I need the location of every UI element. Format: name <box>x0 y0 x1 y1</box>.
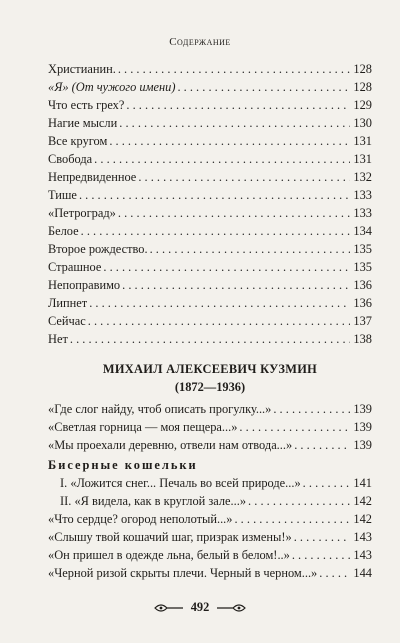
toc-entry-page: 132 <box>353 170 372 184</box>
toc-entry-page: 143 <box>353 548 372 562</box>
section-title: Бисерные кошельки <box>48 458 198 472</box>
toc-entry-title: Непредвиденное <box>48 170 137 184</box>
author-years: (1872—1936) <box>174 380 246 394</box>
author-name: МИХАИЛ АЛЕКСЕЕВИЧ КУЗМИН <box>102 362 318 376</box>
toc-entry-page: 130 <box>353 116 372 130</box>
toc-entry-page: 135 <box>353 242 372 256</box>
toc-leader-dots <box>150 240 350 258</box>
toc-entry <box>48 222 372 240</box>
toc-entry-page: 136 <box>353 278 372 292</box>
toc-group-b <box>48 400 372 454</box>
toc-entry <box>48 240 372 258</box>
toc-entry-title: Тише <box>48 188 77 202</box>
toc-entry <box>48 132 372 150</box>
toc-leader-dots <box>109 132 350 150</box>
toc-entry-page: 129 <box>353 98 372 112</box>
toc-entry-page: 133 <box>353 188 372 202</box>
toc-entry-title: «Где слог найду, чтоб описать прогулку...» <box>48 402 272 416</box>
toc-leader-dots <box>79 186 350 204</box>
toc-entry-title: Свобода <box>48 152 93 166</box>
toc-leader-dots <box>81 222 350 240</box>
toc-entry-page: 133 <box>353 206 372 220</box>
ornament-left-icon <box>153 602 185 614</box>
toc-entry-page: 136 <box>353 296 372 310</box>
toc-entry-page: 131 <box>353 134 372 148</box>
toc-entry-page: 139 <box>353 438 372 452</box>
toc-entry <box>48 312 372 330</box>
toc-leader-dots <box>126 96 350 114</box>
toc-entry-title: «Слышу твой кошачий шаг, призрак измены!» <box>48 530 292 544</box>
toc-group-c <box>48 474 372 582</box>
toc-leader-dots <box>234 510 350 528</box>
toc-leader-dots <box>94 150 350 168</box>
toc-entry-title: Страшное <box>48 260 102 274</box>
toc-entry <box>48 510 372 528</box>
toc-entry <box>48 474 372 492</box>
toc-entry-page: 128 <box>353 62 372 76</box>
toc-entry <box>48 400 372 418</box>
toc-entry-title: Второе рождество. <box>48 242 148 256</box>
toc-entry-title: Белое <box>48 224 79 238</box>
toc-entry <box>48 204 372 222</box>
toc-entry-title: II. «Я видела, как в круглой зале...» <box>60 494 247 508</box>
toc-entry <box>48 168 372 186</box>
toc-entry-title: Сейчас <box>48 314 86 328</box>
toc-entry-title: Нагие мысли <box>48 116 118 130</box>
toc-entry-page: 137 <box>353 314 372 328</box>
toc-entry-title: «Петроград» <box>48 206 116 220</box>
toc-leader-dots <box>119 114 350 132</box>
toc-entry-title: «Я» (От чужого имени) <box>48 80 176 94</box>
ornament-right-icon <box>215 602 247 614</box>
toc-leader-dots <box>70 330 350 348</box>
toc-entry <box>48 186 372 204</box>
toc-group-a <box>48 60 372 348</box>
toc-entry-title: «Он пришел в одежде льна, белый в белом!..» <box>48 548 290 562</box>
toc-entry <box>48 418 372 436</box>
toc-entry <box>48 294 372 312</box>
toc-leader-dots <box>118 60 350 78</box>
toc-leader-dots <box>122 276 350 294</box>
toc-entry <box>48 96 372 114</box>
toc-entry-page: 139 <box>353 420 372 434</box>
toc-entry-page: 138 <box>353 332 372 346</box>
toc-entry-page: 135 <box>353 260 372 274</box>
toc-entry-title: «Светлая горница — моя пещера...» <box>48 420 238 434</box>
toc-entry <box>48 258 372 276</box>
toc-leader-dots <box>118 204 350 222</box>
toc-leader-dots <box>292 546 350 564</box>
toc-entry <box>48 436 372 454</box>
toc-entry-page: 139 <box>353 402 372 416</box>
table-of-contents <box>48 60 372 582</box>
toc-leader-dots <box>319 564 350 582</box>
running-header: Содержание <box>169 36 231 48</box>
toc-entry <box>48 330 372 348</box>
toc-entry-page: 131 <box>353 152 372 166</box>
toc-entry-title: Христианин. <box>48 62 116 76</box>
toc-entry <box>48 60 372 78</box>
toc-leader-dots <box>239 418 350 436</box>
toc-entry <box>48 276 372 294</box>
toc-entry <box>48 78 372 96</box>
toc-entry-page: 142 <box>353 512 372 526</box>
toc-entry-page: 128 <box>353 80 372 94</box>
toc-entry-page: 142 <box>353 494 372 508</box>
toc-entry-page: 141 <box>353 476 372 490</box>
toc-entry-title: «Мы проехали деревню, отвели нам отвода...» <box>48 438 293 452</box>
toc-entry-title: Нет <box>48 332 68 346</box>
toc-entry <box>48 150 372 168</box>
toc-entry <box>48 546 372 564</box>
page-number: 492 <box>190 600 210 614</box>
toc-leader-dots <box>294 528 350 546</box>
toc-leader-dots <box>103 258 350 276</box>
toc-entry <box>48 528 372 546</box>
toc-entry-page: 134 <box>353 224 372 238</box>
toc-entry-title: Что есть грех? <box>48 98 125 112</box>
toc-entry-title: I. «Ложится снег... Печаль во всей природе...» <box>60 476 301 490</box>
toc-leader-dots <box>294 436 350 454</box>
toc-leader-dots <box>248 492 350 510</box>
toc-leader-dots <box>177 78 350 96</box>
toc-entry-title: «Что сердце? огород неполотый...» <box>48 512 233 526</box>
toc-entry <box>48 114 372 132</box>
toc-leader-dots <box>88 312 350 330</box>
toc-entry-title: «Черной ризой скрыты плечи. Черный в черном...» <box>48 566 318 580</box>
toc-leader-dots <box>89 294 350 312</box>
toc-entry-page: 144 <box>353 566 372 580</box>
toc-leader-dots <box>303 474 350 492</box>
toc-entry-title: Липнет <box>48 296 88 310</box>
toc-entry <box>48 492 372 510</box>
toc-entry-title: Все кругом <box>48 134 108 148</box>
toc-leader-dots <box>138 168 350 186</box>
toc-leader-dots <box>273 400 350 418</box>
page-footer <box>0 600 400 615</box>
toc-entry-page: 143 <box>353 530 372 544</box>
toc-entry <box>48 564 372 582</box>
toc-entry-title: Непоправимо <box>48 278 121 292</box>
